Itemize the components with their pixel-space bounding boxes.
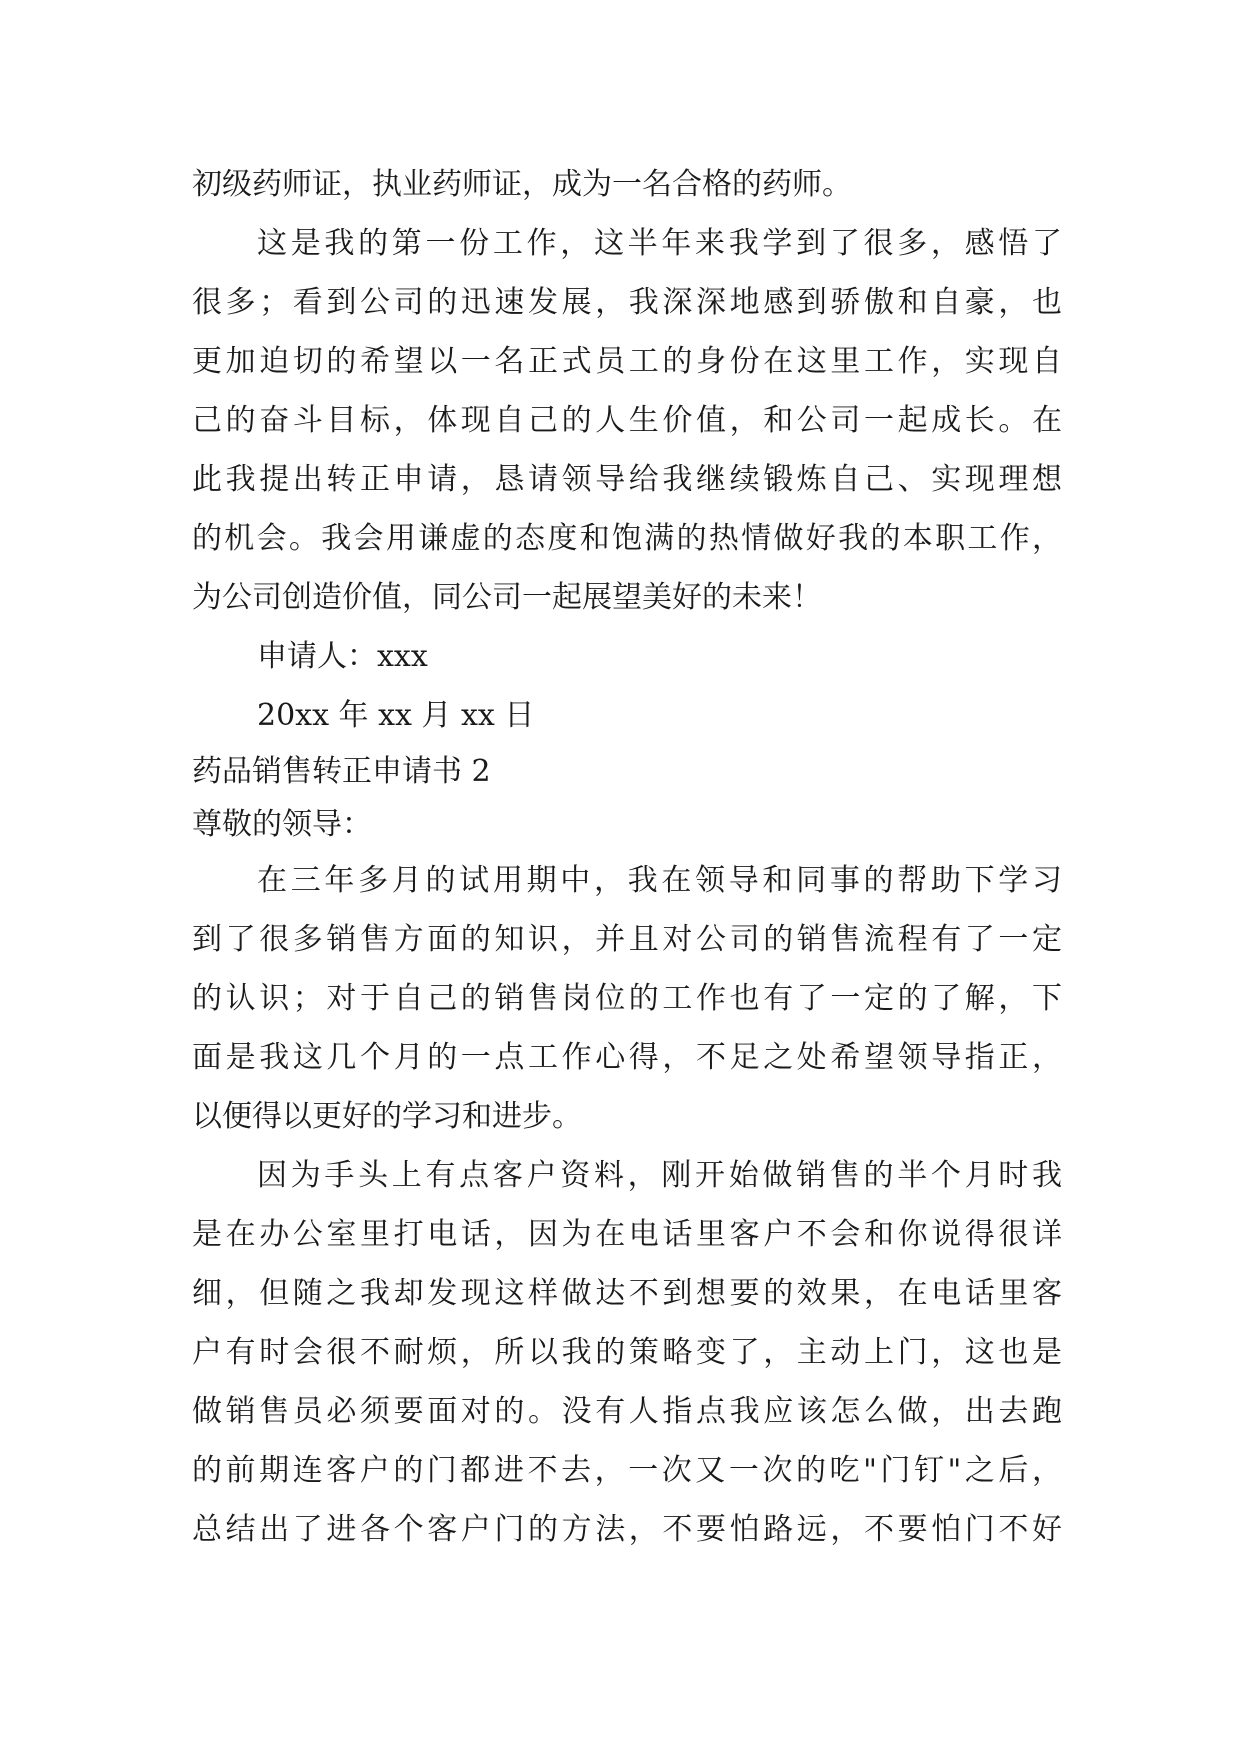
document-body (192, 155, 1062, 1559)
applicant-line: 申请人：xxx (257, 639, 428, 674)
text-line: 在三年多月的试用期中，我在领导和同事的帮助下学习 (257, 863, 1062, 898)
text-line: 户有时会很不耐烦，所以我的策略变了，主动上门，这也是 (192, 1335, 1062, 1370)
text-line: 这是我的第一份工作，这半年来我学到了很多，感悟了 (257, 226, 1062, 261)
text-line: 因为手头上有点客户资料，刚开始做销售的半个月时我 (257, 1158, 1062, 1193)
text-line: 很多；看到公司的迅速发展，我深深地感到骄傲和自豪，也 (192, 285, 1062, 320)
text-line: 更加迫切的希望以一名正式员工的身份在这里工作，实现自 (192, 344, 1062, 379)
text-line: 是在办公室里打电话，因为在电话里客户不会和你说得很详 (192, 1217, 1062, 1252)
text-line: 己的奋斗目标，体现自己的人生价值，和公司一起成长。在 (192, 403, 1062, 438)
text-line: 面是我这几个月的一点工作心得，不足之处希望领导指正， (192, 1040, 1062, 1075)
text-line: 以便得以更好的学习和进步。 (192, 1099, 582, 1134)
text-line: 为公司创造价值，同公司一起展望美好的未来！ (192, 580, 822, 615)
salutation: 尊敬的领导： (192, 807, 372, 842)
text-line: 总结出了进各个客户门的方法，不要怕路远，不要怕门不好 (192, 1512, 1062, 1547)
section-title: 药品销售转正申请书 2 (192, 754, 491, 789)
text-line: 的机会。我会用谦虚的态度和饱满的热情做好我的本职工作， (192, 521, 1062, 556)
date-line: 20xx 年 xx 月 xx 日 (257, 698, 535, 733)
text-line: 到了很多销售方面的知识，并且对公司的销售流程有了一定 (192, 922, 1062, 957)
text-line: 的前期连客户的门都进不去，一次又一次的吃"门钉"之后， (192, 1453, 1062, 1488)
text-line: 此我提出转正申请，恳请领导给我继续锻炼自己、实现理想 (192, 462, 1062, 497)
text-line: 初级药师证，执业药师证，成为一名合格的药师。 (192, 167, 852, 202)
text-line: 的认识；对于自己的销售岗位的工作也有了一定的了解，下 (192, 981, 1062, 1016)
text-line: 细，但随之我却发现这样做达不到想要的效果，在电话里客 (192, 1276, 1062, 1311)
text-line: 做销售员必须要面对的。没有人指点我应该怎么做，出去跑 (192, 1394, 1062, 1429)
